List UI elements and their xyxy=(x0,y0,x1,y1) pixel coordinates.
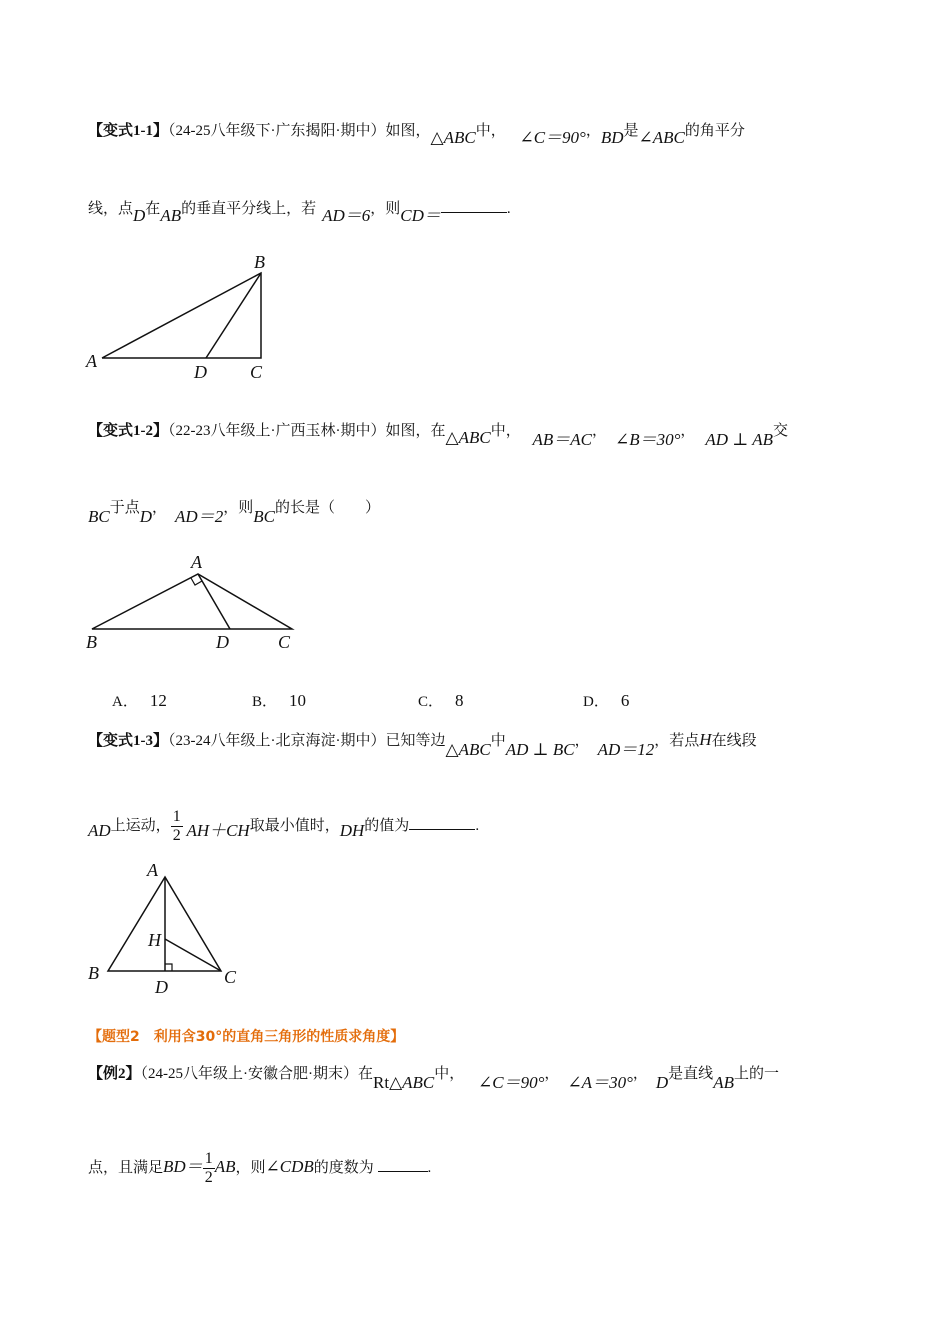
label-c: C xyxy=(250,362,263,382)
label-b: B xyxy=(254,252,265,272)
problem-1-1-line-2 xyxy=(88,198,511,225)
example-2-line-2 xyxy=(88,1150,431,1187)
bd-equals: BD＝ xyxy=(163,1156,203,1176)
ab-equals-ac: AB＝AC xyxy=(532,430,592,449)
text: 中， xyxy=(490,423,521,439)
triangle-abc: △ABC xyxy=(445,428,491,447)
option-value: 10 xyxy=(289,691,307,710)
segment-ab: AB xyxy=(713,1073,734,1092)
segment-ad-line xyxy=(198,574,230,629)
segment-ad: AD xyxy=(88,820,111,840)
angle-cdb: ∠CDB xyxy=(265,1156,314,1176)
numerator: 1 xyxy=(172,808,181,825)
text: 在线段 xyxy=(711,733,757,749)
problem-1-3-line-1 xyxy=(88,730,757,759)
text: 在 xyxy=(145,201,161,217)
option-letter: B． xyxy=(252,694,278,710)
text: ，若点 xyxy=(654,733,700,749)
triangle-abc: △ABC xyxy=(445,740,491,759)
point-d: D xyxy=(655,1073,669,1092)
segment-bd-line xyxy=(206,273,261,358)
answer-blank[interactable] xyxy=(409,829,475,830)
example-2-line-1 xyxy=(88,1063,779,1092)
ad-perp-bc: AD ⊥ BC xyxy=(505,740,575,759)
text: 上运动， xyxy=(110,817,171,834)
text: ， xyxy=(680,423,696,439)
section-heading: 【题型2 利用含30°的直角三角形的性质求角度】 xyxy=(88,1029,405,1045)
text: . xyxy=(475,817,480,834)
rt-label: Rt xyxy=(373,1073,390,1092)
denominator: 2 xyxy=(204,1169,213,1186)
text: 交 xyxy=(773,423,789,439)
segment-bc: BC xyxy=(253,507,275,526)
problem-1-2-line-1 xyxy=(88,420,789,449)
label-b: B xyxy=(86,632,97,652)
triangle-abc: △ABC xyxy=(430,128,476,147)
text: 是直线 xyxy=(668,1066,714,1082)
text: ， xyxy=(591,423,607,439)
text: ，则 xyxy=(235,1159,266,1176)
label-c: C xyxy=(278,632,291,652)
figure-1-3 xyxy=(80,855,260,1000)
answer-blank[interactable] xyxy=(378,1171,428,1172)
triangle-outline xyxy=(102,273,261,358)
text: ，则 xyxy=(370,201,401,217)
text: 中， xyxy=(475,123,506,139)
text: 于点 xyxy=(109,500,140,516)
option-value: 6 xyxy=(620,691,630,710)
text: ， xyxy=(632,1066,648,1082)
answer-blank[interactable] xyxy=(441,212,507,213)
segment-ab: AB xyxy=(214,1156,236,1176)
text: 是 xyxy=(623,123,639,139)
text: 的垂直平分线上，若 xyxy=(181,201,317,217)
label-d: D xyxy=(216,632,229,652)
triangle-outline xyxy=(92,574,292,629)
problem-tag: 【例2】 xyxy=(88,1066,141,1082)
segment-bd: BD xyxy=(600,128,624,147)
text: 的度数为 xyxy=(313,1159,374,1176)
segment-ab: AB xyxy=(160,206,182,225)
text: 的值为 xyxy=(364,817,410,834)
point-h: H xyxy=(699,730,712,749)
text: 的角平分 xyxy=(684,123,745,139)
angle-c-90: ∠C＝90° xyxy=(519,128,586,147)
expr-ah-ch: AH＋CH xyxy=(186,820,250,840)
ad-equals-12: AD＝12 xyxy=(597,740,655,759)
ad-equals-2: AD＝2 xyxy=(175,507,224,526)
problem-tag: 【变式1-3】 xyxy=(88,733,168,749)
figure-1-2 xyxy=(80,550,320,660)
problem-tag: 【变式1-2】 xyxy=(88,423,168,439)
source-text: （24-25八年级上·安徽合肥·期末）在 xyxy=(140,1066,374,1082)
label-b: B xyxy=(88,963,99,983)
text: ，则 xyxy=(223,500,254,516)
option-a[interactable] xyxy=(112,690,167,711)
option-letter: A． xyxy=(112,694,138,710)
text: . xyxy=(427,1159,432,1176)
fraction-one-half xyxy=(171,808,183,845)
right-angle-mark xyxy=(165,964,172,971)
angle-b-30: ∠B＝30° xyxy=(614,430,681,449)
text: ， xyxy=(152,500,168,516)
option-value: 8 xyxy=(455,691,464,710)
figure-1-1 xyxy=(80,250,300,385)
segment-hc-line xyxy=(165,939,221,971)
segment-bc: BC xyxy=(88,507,110,526)
problem-1-1-line-1 xyxy=(88,120,745,147)
text: 上的一 xyxy=(733,1066,779,1082)
text: 点，且满足 xyxy=(88,1159,164,1176)
text: 取最小值时， xyxy=(249,817,340,834)
option-c[interactable] xyxy=(418,690,464,711)
text: 中， xyxy=(434,1066,465,1082)
numerator: 1 xyxy=(204,1150,213,1167)
cd-equals: CD＝ xyxy=(400,206,441,225)
segment-dh: DH xyxy=(339,820,365,840)
triangle-abc: △ABC xyxy=(389,1073,435,1092)
angle-c-90: ∠C＝90° xyxy=(478,1073,545,1092)
denominator: 2 xyxy=(172,827,181,844)
text: 线，点 xyxy=(88,201,134,217)
point-d: D xyxy=(139,507,153,526)
angle-abc: ∠ABC xyxy=(638,128,685,147)
label-a: A xyxy=(86,351,97,371)
option-b[interactable] xyxy=(252,690,306,711)
text: ， xyxy=(544,1066,560,1082)
source-text: （24-25八年级下·广东揭阳·期中）如图， xyxy=(168,123,431,139)
source-text: （22-23八年级上·广西玉林·期中）如图，在 xyxy=(168,423,446,439)
option-letter: D． xyxy=(583,694,609,710)
label-a: A xyxy=(191,552,202,572)
problem-tag: 【变式1-1】 xyxy=(88,123,168,139)
ad-equals-6: AD＝6 xyxy=(322,206,371,225)
text: . xyxy=(506,201,511,217)
text: ， xyxy=(585,123,601,139)
label-d: D xyxy=(194,362,207,382)
text: 的长是（ ） xyxy=(274,500,380,516)
label-a: A xyxy=(147,860,158,880)
label-d: D xyxy=(155,977,168,997)
option-value: 12 xyxy=(149,691,167,710)
ad-perp-ab: AD ⊥ AB xyxy=(705,430,774,449)
text: 中 xyxy=(490,733,506,749)
label-c: C xyxy=(224,967,237,987)
problem-1-3-line-2 xyxy=(88,808,479,845)
label-h: H xyxy=(148,930,161,950)
option-letter: C． xyxy=(418,694,444,710)
fraction-one-half xyxy=(203,1150,215,1187)
angle-a-30: ∠A＝30° xyxy=(567,1073,633,1092)
point-d: D xyxy=(133,206,146,225)
problem-1-2-line-2 xyxy=(88,497,380,526)
source-text: （23-24八年级上·北京海淀·期中）已知等边 xyxy=(168,733,446,749)
text: ， xyxy=(574,733,590,749)
option-d[interactable] xyxy=(583,690,629,711)
